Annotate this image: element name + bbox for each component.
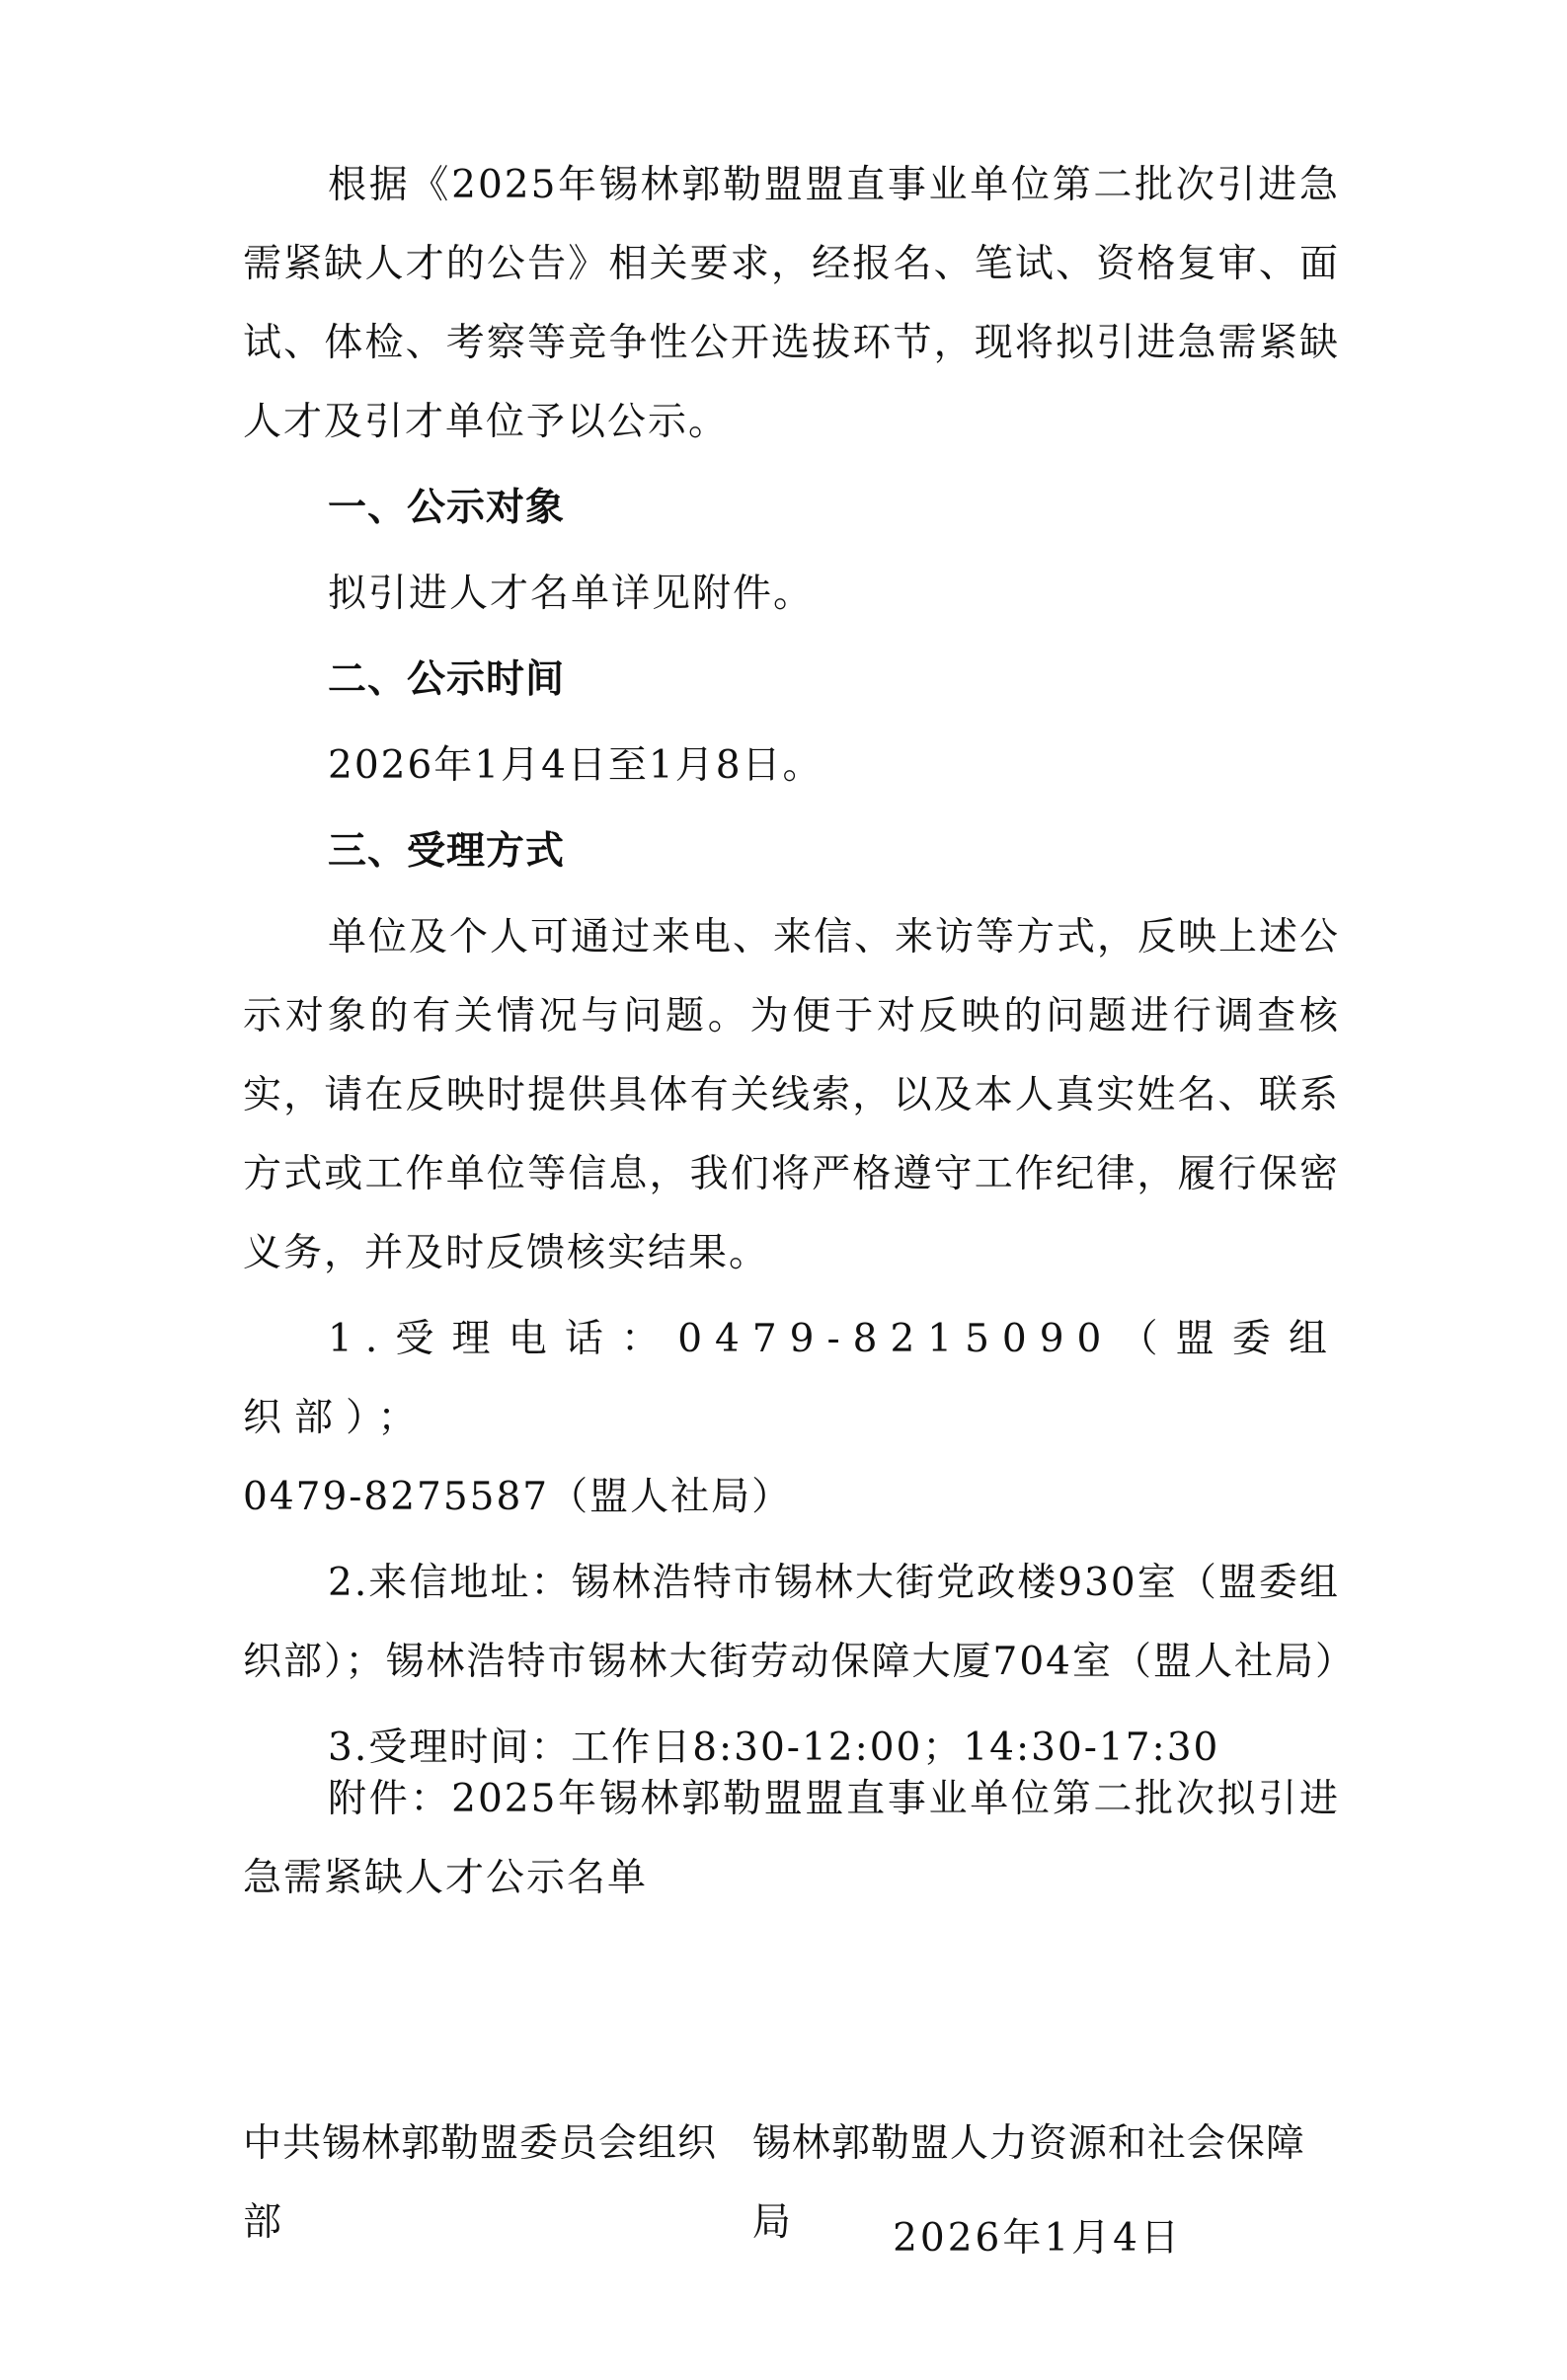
section3-heading: 三、受理方式 bbox=[328, 829, 566, 874]
phone-item bbox=[243, 1300, 1340, 1537]
signature-org-hr-bureau: 锡林郭勒盟人力资源和社会保障局 bbox=[751, 2121, 1305, 2245]
phone-item-line2: 0479-8275587（盟人社局） bbox=[243, 1475, 793, 1519]
intro-paragraph: 根据《2025年锡林郭勒盟盟直事业单位第二批次引进急需紧缺人才的公告》相关要求，经报名、笔试、资格复审、面试、体检、考察等竞争性公开选拔环节，现将拟引进急需紧缺人才及引才单位予以公示。 bbox=[243, 163, 1340, 444]
phone-item-line1: 1.受理电话：0479-8215090（盟委组织部）； bbox=[243, 1317, 1340, 1440]
section2-heading: 二、公示时间 bbox=[328, 657, 566, 702]
address-item: 2.来信地址：锡林浩特市锡林大街党政楼930室（盟委组织部）；锡林浩特市锡林大街劳动保障大厦704室（盟人社局） bbox=[243, 1561, 1356, 1684]
signature-org-organization-dept: 中共锡林郭勒盟委员会组织部 bbox=[243, 2121, 718, 2245]
section1-heading: 一、公示对象 bbox=[328, 486, 566, 530]
attachment-note: 附件：2025年锡林郭勒盟盟直事业单位第二批次拟引进急需紧缺人才公示名单 bbox=[243, 1777, 1340, 1900]
section2-body: 2026年1月4日至1月8日。 bbox=[328, 743, 823, 788]
section1-body: 拟引进人才名单详见附件。 bbox=[328, 572, 815, 616]
document-date: 2026年1月4日 bbox=[893, 2216, 1182, 2261]
hours-item: 3.受理时间：工作日8:30-12:00；14:30-17:30 bbox=[328, 1726, 1220, 1770]
section3-body: 单位及个人可通过来电、来信、来访等方式，反映上述公示对象的有关情况与问题。为便于对反映的问题进行调查核实，请在反映时提供具体有关线索，以及本人真实姓名、联系方式或工作单位等信息，我们将严格遵守工作纪律，履行保密义务，并及时反馈核实结果。 bbox=[243, 915, 1341, 1275]
